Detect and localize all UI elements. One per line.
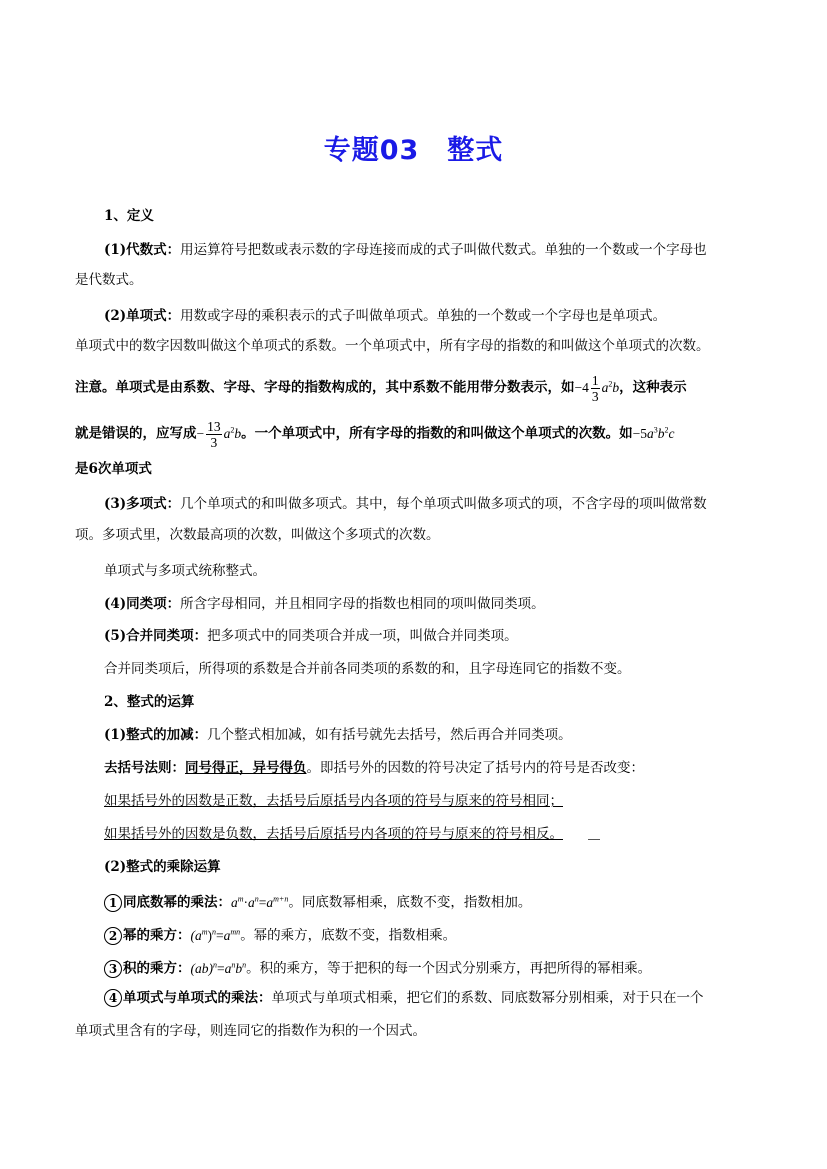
rule-power-of-product: 3 积的乘方：$(ab)^n=a^nb^n$。积的乘方，等于把积的每一个因式分别乘方，再把所得的幂相乘。 [104,955,651,979]
number-badge: 4 [104,989,122,1007]
paragraph-algebraic-expression-cont: 是代数式。 [75,272,143,288]
rule-monomial-multiplication-cont: 单项式里含有的字母，则连同它的指数作为积的一个因式。 [75,1023,426,1039]
rule-power-of-power: 2 幂的乘方：$(a^m)^n=a^{mn}$。幂的乘方，底数不变，指数相乘。 [104,922,456,946]
paragraph-polynomial: (3)多项式：几个单项式的和叫做多项式。其中，每个单项式叫做多项式的项，不含字母的项叫做常数 [104,496,707,512]
paragraph-combine-rule: 合并同类项后，所得项的系数是合并前各同类项的系数的和，且字母连同它的指数不变。 [104,661,631,677]
paragraph-monomial-coefficient: 单项式中的数字因数叫做这个单项式的系数。一个单项式中，所有字母的指数的和叫做这个单项式的次数。 [75,338,710,354]
formula-power-of-power: $(a^m)^n=a^{mn}$ [190,927,241,943]
formula-mixed-number: −4 $\frac{1}{3}$ $a^2b$ [574,373,620,404]
paragraph-addition-subtraction: (1)整式的加减：几个整式相加减，如有括号就先去括号，然后再合并同类项。 [104,727,572,743]
rule-monomial-multiplication: 4 单项式与单项式的乘法：单项式与单项式相乘，把它们的系数、同底数幂分别相乘，对于只在一个 [104,988,704,1008]
paragraph-bracket-rule: 去括号法则：同号得正，异号得负。即括号外的因数的符号决定了括号内的符号是否改变： [104,760,644,776]
note-line-1: 注意。单项式是由系数、字母、字母的指数构成的，其中系数不能用带分数表示，如−4 $\frac{1}{3}$ $a^2b$，这种表示 [75,373,687,404]
number-badge: 2 [104,927,122,945]
page-title: 专题03 整式 [323,135,504,166]
section-heading-definition: 1、定义 [104,208,154,224]
paragraph-integral-expression: 单项式与多项式统称整式。 [104,563,266,579]
bracket-rule-negative: 如果括号外的因数是负数，去括号后原括号内各项的符号与原来的符号相反。 [104,826,563,842]
heading-multiplication-division: (2)整式的乘除运算 [104,859,221,875]
formula-same-base: $a^m\cdot a^n=a^{m+n}$ [231,894,289,910]
bracket-rule-positive: 如果括号外的因数是正数，去括号后原括号内各项的符号与原来的符号相同； [104,793,563,809]
formula-power-of-product: $(ab)^n=a^nb^n$ [190,960,247,976]
underline-extension [588,839,600,840]
formula-improper-fraction: − $\frac{13}{3}$ $a^2b$ [196,419,242,450]
paragraph-like-terms: (4)同类项：所含字母相同，并且相同字母的指数也相同的项叫做同类项。 [104,596,545,612]
note-line-3: 是6次单项式 [75,461,152,477]
number-badge: 3 [104,960,122,978]
bracket-rule-emphasis: 同号得正，异号得负 [185,760,307,776]
paragraph-polynomial-cont: 项。多项式里，次数最高项的次数，叫做这个多项式的次数。 [75,527,440,543]
number-badge: 1 [104,894,122,912]
note-line-2: 就是错误的，应写成− $\frac{13}{3}$ $a^2b$。一个单项式中，所有字母的指数的和叫做这个单项式的次数。如$-5a^3b^2c$ [75,419,675,450]
formula-monomial-example: $-5a^3b^2c$ [632,425,675,441]
rule-same-base-multiplication: 1 同底数幂的乘法：$a^m\cdot a^n=a^{m+n}$。同底数幂相乘，底数不变，指数相加。 [104,889,531,913]
section-heading-operations: 2、整式的运算 [104,694,195,710]
paragraph-monomial: (2)单项式：用数或字母的乘积表示的式子叫做单项式。单独的一个数或一个字母也是单项式。 [104,308,667,324]
paragraph-algebraic-expression: (1)代数式：用运算符号把数或表示数的字母连接而成的式子叫做代数式。单独的一个数或一个字母也 [104,242,707,258]
paragraph-combine-like-terms: (5)合并同类项：把多项式中的同类项合并成一项，叫做合并同类项。 [104,628,518,644]
